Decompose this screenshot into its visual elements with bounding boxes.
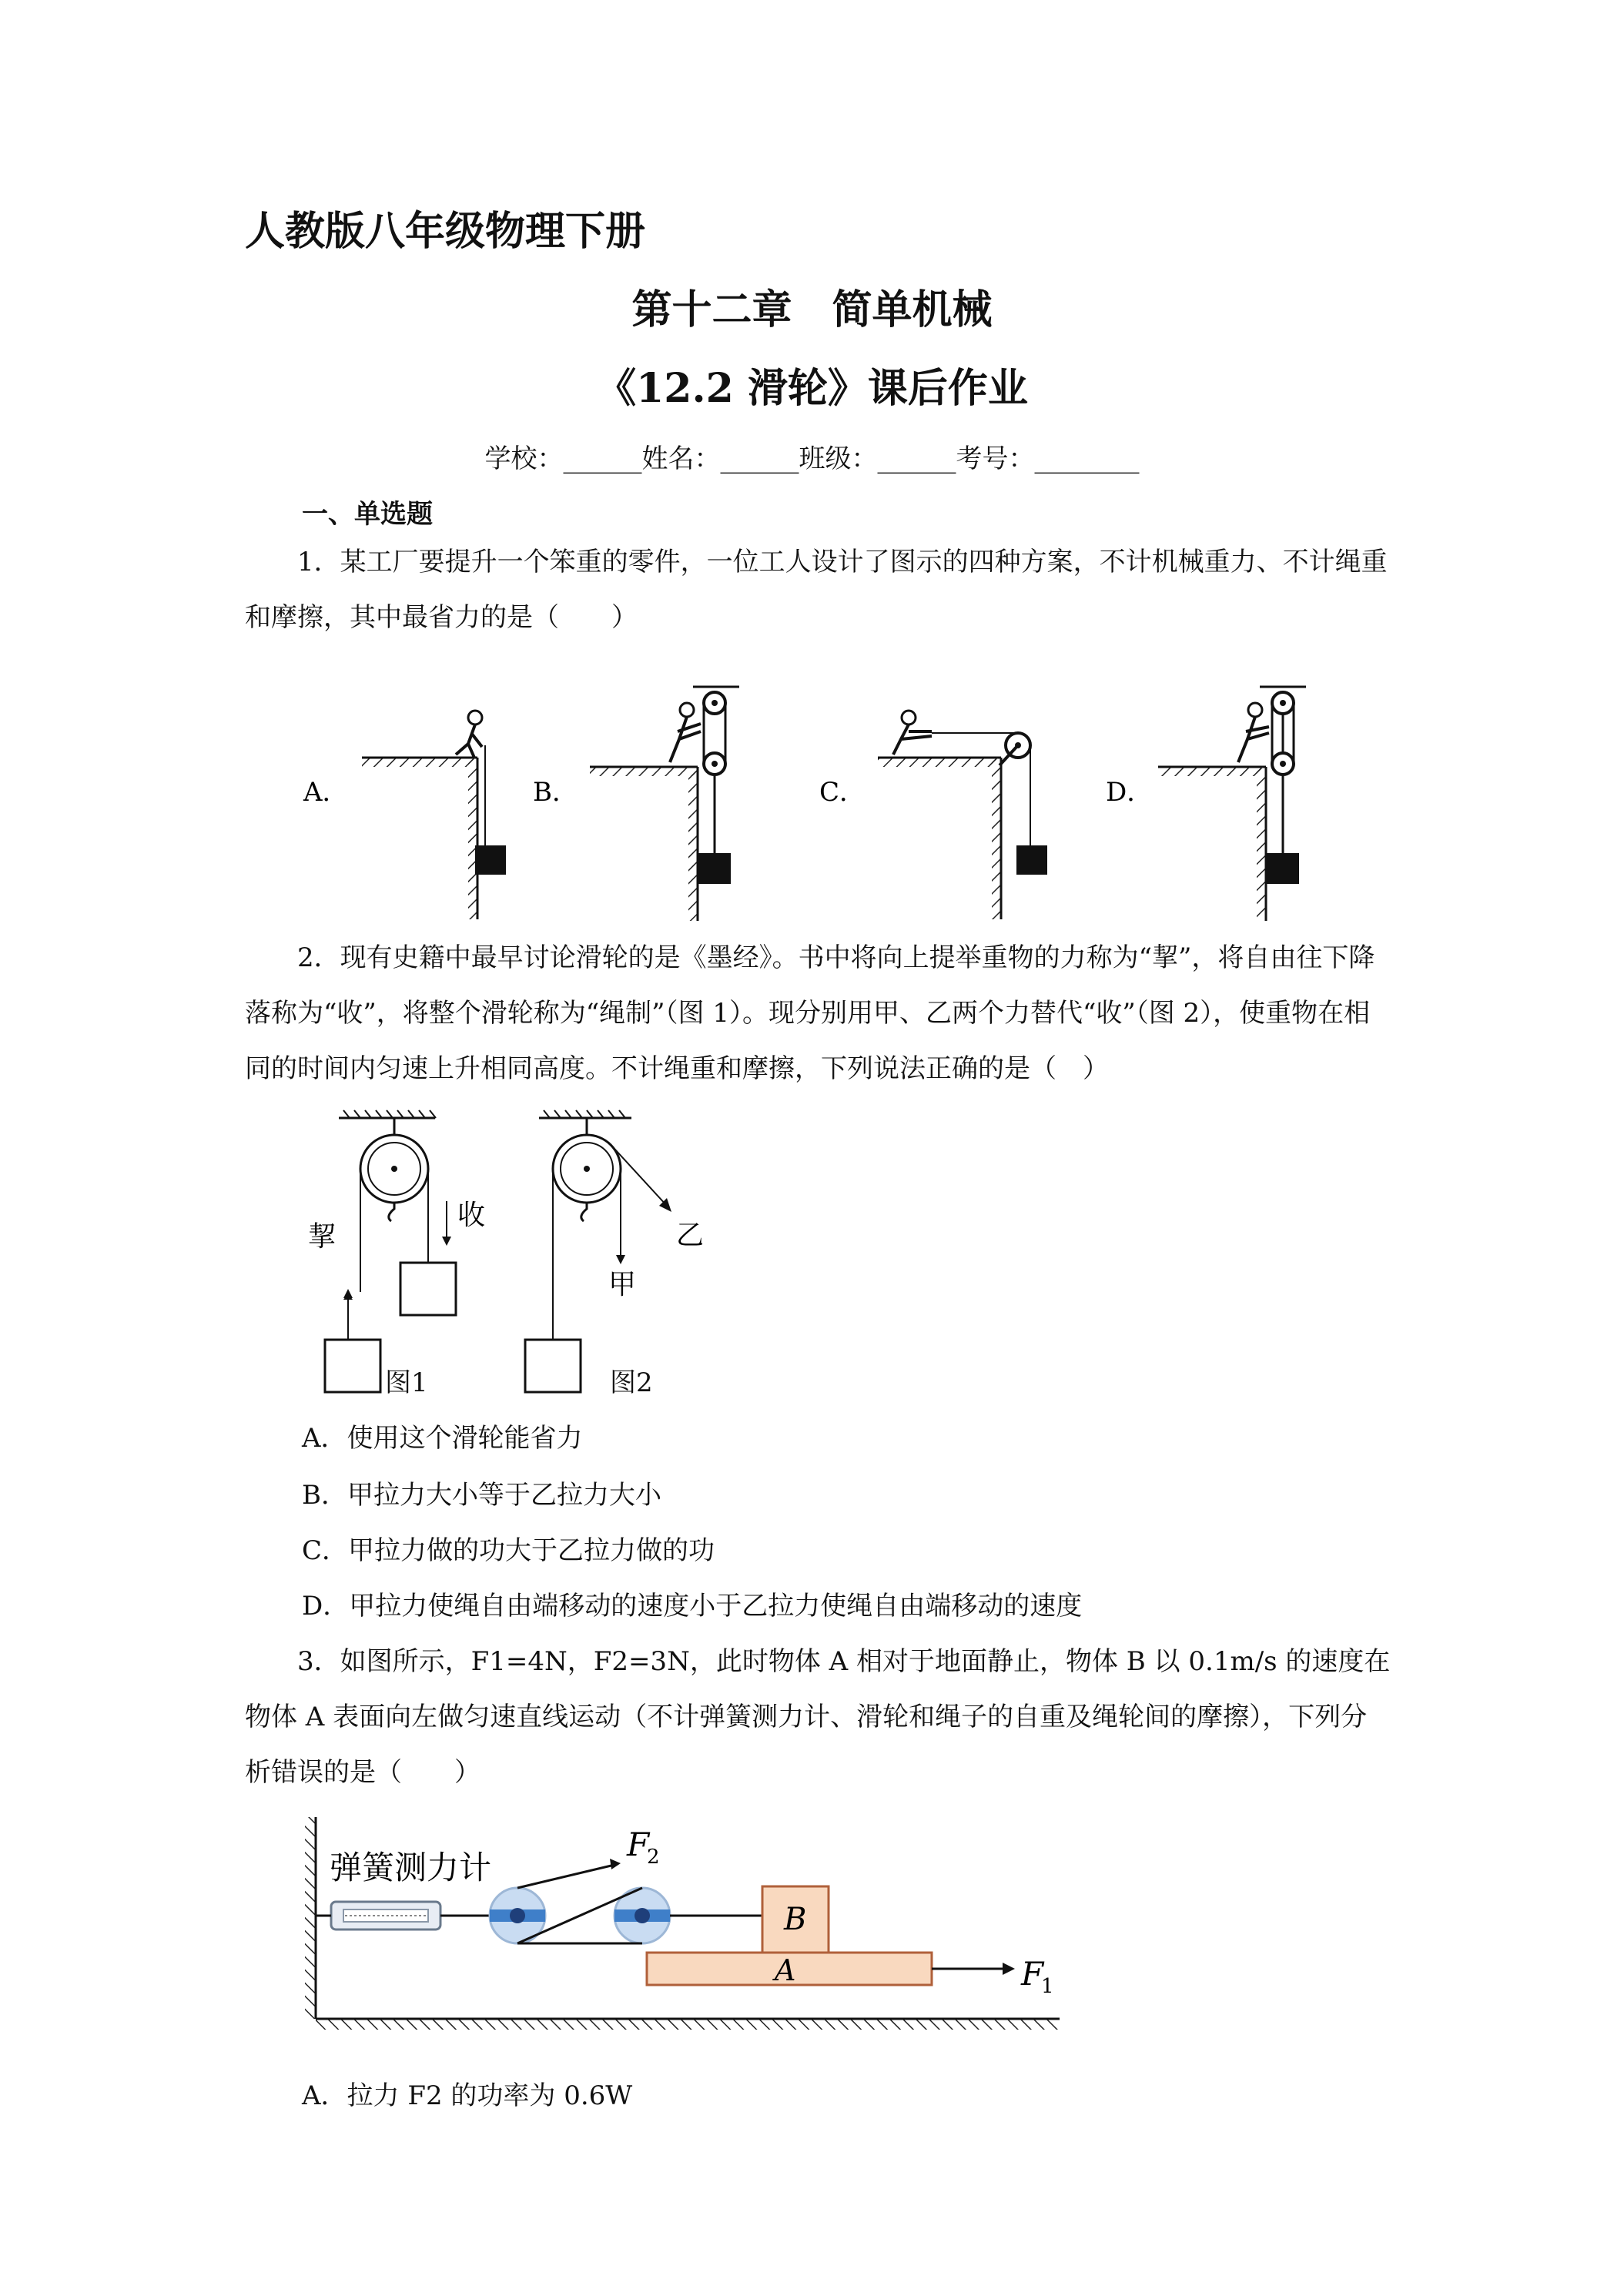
q3-option-a: A．拉力 F2 的功率为 0.6W bbox=[302, 2080, 633, 2111]
q3-figure bbox=[305, 1814, 1067, 2045]
q3-block-b-label: B bbox=[784, 1902, 807, 1937]
q2-label-jia: 甲 bbox=[608, 1269, 637, 1300]
q1-option-b-diagram bbox=[533, 687, 739, 921]
q2-option-c: C．甲拉力做的功大于乙拉力做的功 bbox=[302, 1535, 715, 1566]
q3-f2-label: F bbox=[627, 1826, 650, 1863]
q2-label-qie: 挈 bbox=[308, 1221, 337, 1253]
q2-label-shou: 收 bbox=[457, 1200, 486, 1231]
q3-spring-label: 弹簧测力计 bbox=[330, 1849, 492, 1886]
q3-f1-subscript: 1 bbox=[1041, 1975, 1054, 1998]
lesson-title: 《12.2 滑轮》课后作业 bbox=[596, 365, 1028, 412]
q1-figure bbox=[293, 678, 1386, 924]
chapter-title: 第十二章 简单机械 bbox=[631, 286, 993, 333]
q2-figure-2 bbox=[525, 1110, 704, 1392]
q1-label-b: B． bbox=[533, 777, 578, 808]
q2-figure bbox=[308, 1109, 739, 1417]
q1-option-a-diagram bbox=[303, 711, 506, 919]
q2-figure-1-caption: 图1 bbox=[385, 1367, 428, 1398]
question-3-stem: 3．如图所示，F1=4N，F2=3N，此时物体 A 相对于地面静止，物体 B 以 0.1m/s 的速度在物体 A 表面向左做匀速直线运动（不计弹簧测力计、滑轮和绳子的自重及绳轮间的摩擦），下列分析错误的是（ ） bbox=[245, 1646, 1391, 1788]
q1-label-c: C． bbox=[819, 777, 866, 808]
student-info-line: 学校：______姓名：______班级：______考号：________ bbox=[484, 443, 1140, 474]
question-2-stem: 2．现有史籍中最早讨论滑轮的是《墨经》。书中将向上提举重物的力称为“挈”，将自由往下降落称为“收”，将整个滑轮称为“绳制”（图 1）。现分别用甲、乙两个力替代“收”（图 2），使重物在相同的时间内匀速上升相同高度。不计绳重和摩擦，下列说法正确的是（ ） bbox=[245, 942, 1375, 1084]
q2-figure-2-caption: 图2 bbox=[610, 1367, 653, 1398]
q2-option-b: B．甲拉力大小等于乙拉力大小 bbox=[302, 1480, 661, 1511]
q1-option-c-diagram bbox=[819, 711, 1047, 919]
q3-block-a-label: A bbox=[775, 1953, 796, 1987]
q3-f1-label: F bbox=[1021, 1955, 1044, 1993]
q3-f2-subscript: 2 bbox=[647, 1846, 660, 1869]
q2-figure-1 bbox=[308, 1110, 485, 1392]
section-heading: 一、单选题 bbox=[302, 499, 433, 530]
q2-option-a: A．使用这个滑轮能省力 bbox=[302, 1423, 583, 1454]
q2-option-d: D．甲拉力使绳自由端移动的速度小于乙拉力使绳自由端移动的速度 bbox=[302, 1591, 1083, 1622]
document-title: 人教版八年级物理下册 bbox=[245, 208, 646, 255]
q2-label-yi: 乙 bbox=[676, 1220, 705, 1251]
q1-label-d: D． bbox=[1106, 777, 1154, 808]
q1-label-a: A． bbox=[303, 777, 349, 808]
q1-option-d-diagram bbox=[1106, 687, 1306, 921]
question-1-stem: 1．某工厂要提升一个笨重的零件，一位工人设计了图示的四种方案，不计机械重力、不计绳重和摩擦，其中最省力的是（ ） bbox=[245, 547, 1388, 633]
